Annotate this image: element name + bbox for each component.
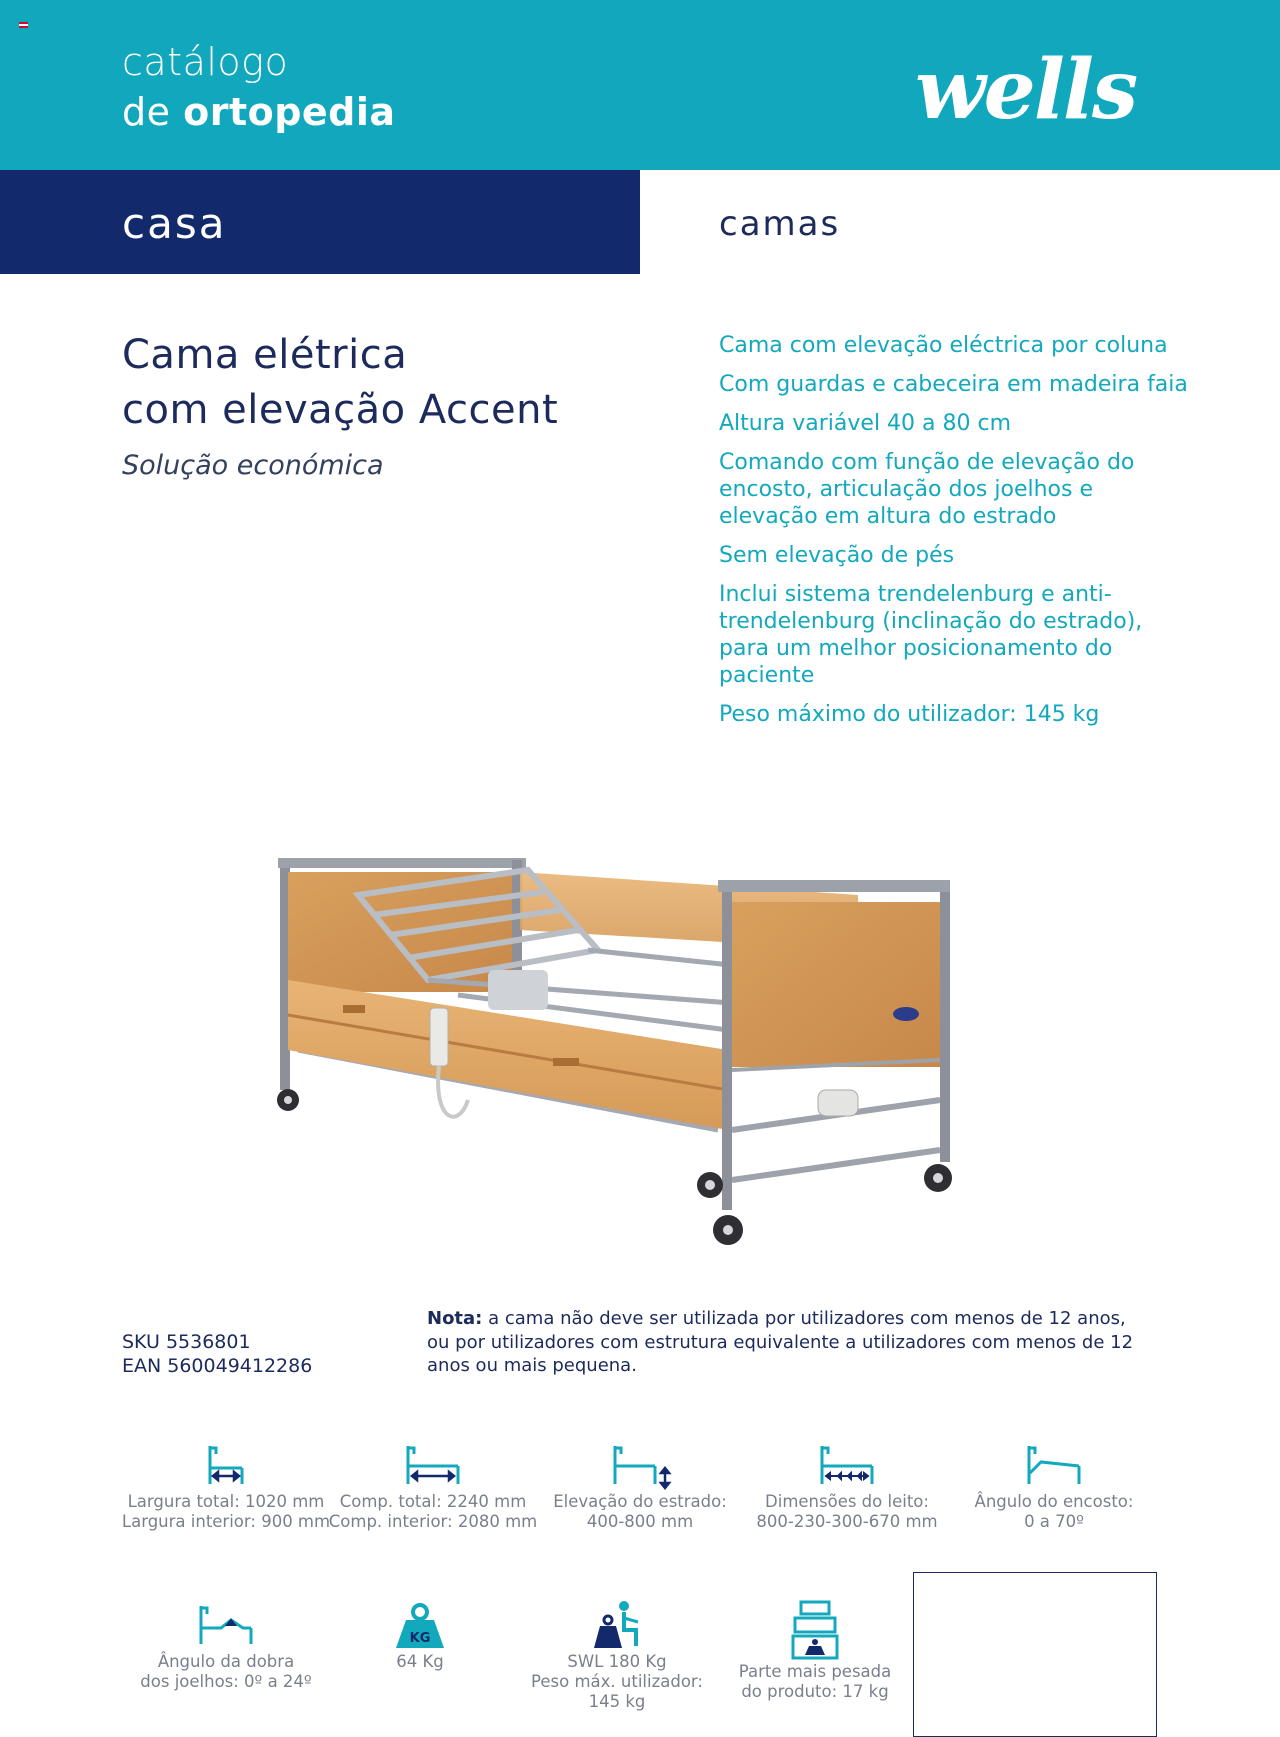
spec-knee xyxy=(121,1600,331,1692)
section-banner xyxy=(0,170,640,274)
language-flag-icon[interactable] xyxy=(19,22,28,28)
heaviest-part-icon xyxy=(785,1600,845,1662)
catalog-title-line2 xyxy=(122,90,396,134)
feature-item: Altura variável 40 a 80 cm xyxy=(719,411,1012,436)
weight-icon-label: KG xyxy=(409,1631,431,1646)
feature-item: Cama com elevação eléctrica por coluna xyxy=(719,333,1168,358)
category-label[interactable]: camas xyxy=(719,204,841,244)
weight-icon xyxy=(390,1600,450,1652)
spec-label: Dimensões do leito: xyxy=(765,1492,929,1511)
product-title xyxy=(122,328,558,438)
feature-item: Com guardas e cabeceira em madeira faia xyxy=(719,372,1188,397)
product-codes xyxy=(122,1330,312,1378)
catalog-title-prefix: de xyxy=(122,90,184,134)
spec-weight xyxy=(315,1600,525,1672)
spec-width xyxy=(121,1440,331,1532)
spec-label: 64 Kg xyxy=(396,1652,444,1671)
product-title-line2: com elevação Accent xyxy=(122,387,559,433)
sku-code: SKU 5536801 xyxy=(122,1331,251,1353)
spec-label: SWL 180 Kg xyxy=(567,1652,667,1671)
electric-bed-image xyxy=(258,800,1038,1280)
feature-item: Inclui sistema trendelenburg e anti-trendelenburg (inclinação do estrado), para um melhor posicionamento do paciente xyxy=(719,582,1143,688)
feature-item: Peso máximo do utilizador: 145 kg xyxy=(719,702,1100,727)
spec-label: Peso máx. utilizador: xyxy=(531,1672,703,1691)
catalog-title-bold: ortopedia xyxy=(183,90,396,134)
spec-label: 145 kg xyxy=(588,1692,646,1711)
feature-item: Comando com função de elevação do encosto, articulação dos joelhos e elevação em altura do estrado xyxy=(719,450,1135,529)
spec-label: dos joelhos: 0º a 24º xyxy=(140,1672,312,1691)
note-label: Nota: xyxy=(427,1308,483,1329)
usage-note xyxy=(427,1307,1147,1378)
spec-label: Ângulo da dobra xyxy=(157,1652,295,1671)
safe-working-load-icon xyxy=(582,1600,652,1652)
note-text: a cama não deve ser utilizada por utilizadores com menos de 12 anos, ou por utilizadores com estrutura equivalente a utilizadores com menos de 12 anos ou mais pequena. xyxy=(427,1308,1134,1376)
spec-label: 0 a 70º xyxy=(1024,1512,1084,1531)
spec-heaviest-part xyxy=(710,1600,920,1702)
backrest-angle-icon xyxy=(1019,1440,1089,1492)
bed-sections-icon xyxy=(812,1440,882,1492)
spec-backrest xyxy=(949,1440,1159,1532)
spec-length xyxy=(328,1440,538,1532)
feature-item: Sem elevação de pés xyxy=(719,543,955,568)
spec-label: do produto: 17 kg xyxy=(741,1682,889,1701)
spec-label: Comp. interior: 2080 mm xyxy=(328,1512,538,1531)
empty-frame xyxy=(913,1572,1157,1737)
spec-label: Ângulo do encosto: xyxy=(974,1492,1134,1511)
knee-angle-icon xyxy=(191,1600,261,1652)
catalog-title-line1: catálogo xyxy=(122,40,289,84)
section-label[interactable]: casa xyxy=(122,199,227,248)
spec-swl xyxy=(512,1600,722,1712)
product-subtitle: Solução económica xyxy=(122,450,384,481)
spec-label: Elevação do estrado: xyxy=(553,1492,727,1511)
feature-list xyxy=(719,332,1189,740)
bed-width-icon xyxy=(196,1440,256,1492)
wells-logo[interactable]: wells xyxy=(915,42,1137,138)
spec-height xyxy=(535,1440,745,1532)
spec-label: 400-800 mm xyxy=(586,1512,694,1531)
ean-code: EAN 560049412286 xyxy=(122,1355,313,1377)
spec-label: Comp. total: 2240 mm xyxy=(339,1492,527,1511)
product-title-line1: Cama elétrica xyxy=(122,332,408,378)
spec-label: Largura total: 1020 mm xyxy=(127,1492,325,1511)
bed-height-icon xyxy=(605,1440,675,1492)
spec-label: Largura interior: 900 mm xyxy=(121,1512,331,1531)
bed-length-icon xyxy=(398,1440,468,1492)
spec-sections xyxy=(742,1440,952,1532)
spec-label: Parte mais pesada xyxy=(738,1662,892,1681)
spec-label: 800-230-300-670 mm xyxy=(756,1512,938,1531)
